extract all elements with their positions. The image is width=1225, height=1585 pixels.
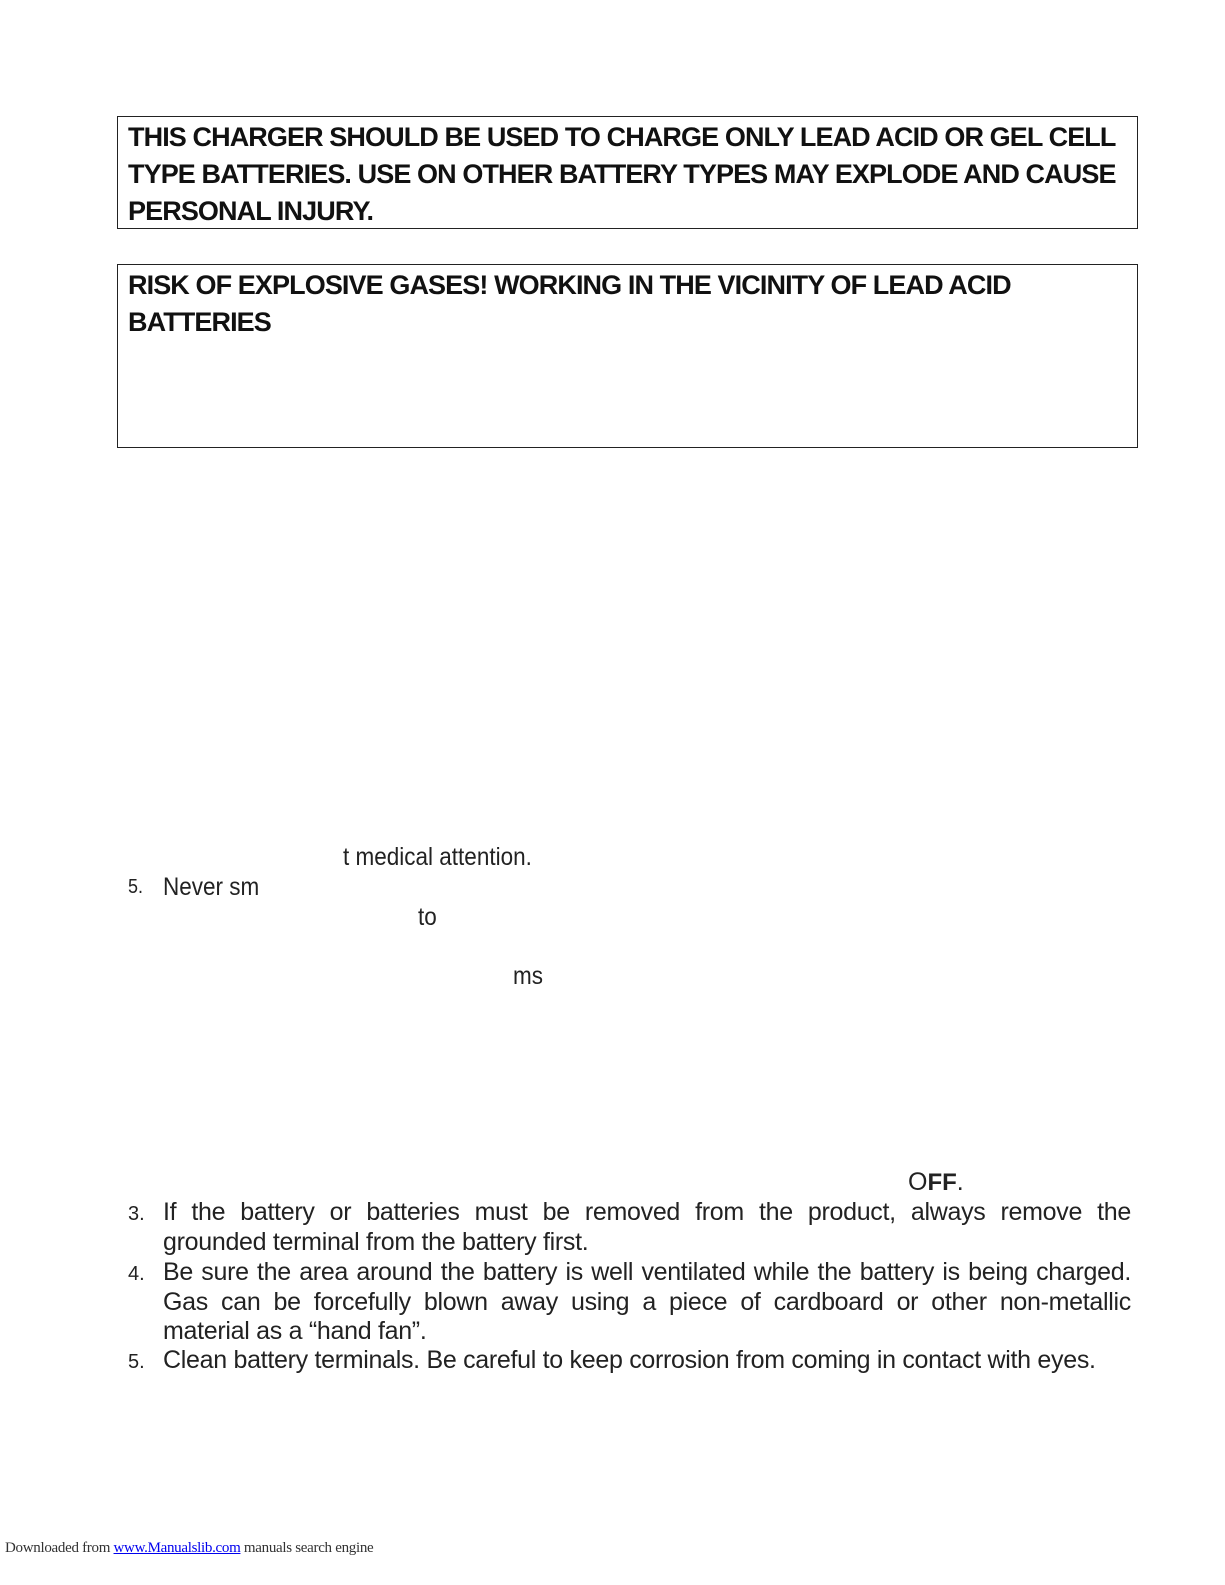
off-period: .: [956, 1168, 964, 1196]
explosive-gas-warning-box: [117, 264, 1138, 448]
list-item-text: Be sure the area around the battery is well ventilated while the battery is being charged. Gas can be forcefully blown away using a piece of cardboard or other non-metallic material as a “hand fan”.: [163, 1258, 1131, 1345]
charger-warning-box: [117, 116, 1138, 229]
list-item: [128, 1346, 1131, 1376]
off-fragment: [908, 1168, 964, 1197]
footer-prefix: Downloaded from: [5, 1540, 114, 1556]
list-item-text: Clean battery terminals. Be careful to keep corrosion from coming in contact with eyes.: [163, 1346, 1096, 1374]
medical-attention-fragment: t medical attention.: [343, 843, 532, 871]
to-fragment: to: [418, 903, 437, 931]
footer-suffix: manuals search engine: [240, 1540, 374, 1556]
list-number: 5.: [128, 1351, 145, 1373]
list-number: 4.: [128, 1263, 145, 1285]
download-footer: [5, 1540, 373, 1557]
list-item: [128, 1198, 1131, 1257]
explosive-gas-warning-text: RISK OF EXPLOSIVE GASES! WORKING IN THE VICINITY OF LEAD ACID BATTERIES: [128, 270, 1011, 337]
off-letter-o: O: [908, 1168, 928, 1196]
never-smoke-fragment: Never sm: [163, 873, 260, 901]
list-item-text: If the battery or batteries must be removed from the product, always remove the grounded terminal from the battery first.: [163, 1198, 1131, 1256]
list-item: [128, 1258, 1131, 1347]
list-number: 5.: [128, 876, 144, 898]
list-number: 3.: [128, 1203, 145, 1225]
ms-fragment: ms: [513, 962, 543, 990]
manualslib-link[interactable]: www.Manualslib.com: [113, 1540, 241, 1556]
charger-warning-text: THIS CHARGER SHOULD BE USED TO CHARGE ONLY LEAD ACID OR GEL CELL TYPE BATTERIES. USE ON OTHER BATTERY TYPES MAY EXPLODE AND CAUSE PERSONAL INJURY.: [128, 122, 1116, 226]
off-letters-ff: FF: [927, 1169, 957, 1196]
